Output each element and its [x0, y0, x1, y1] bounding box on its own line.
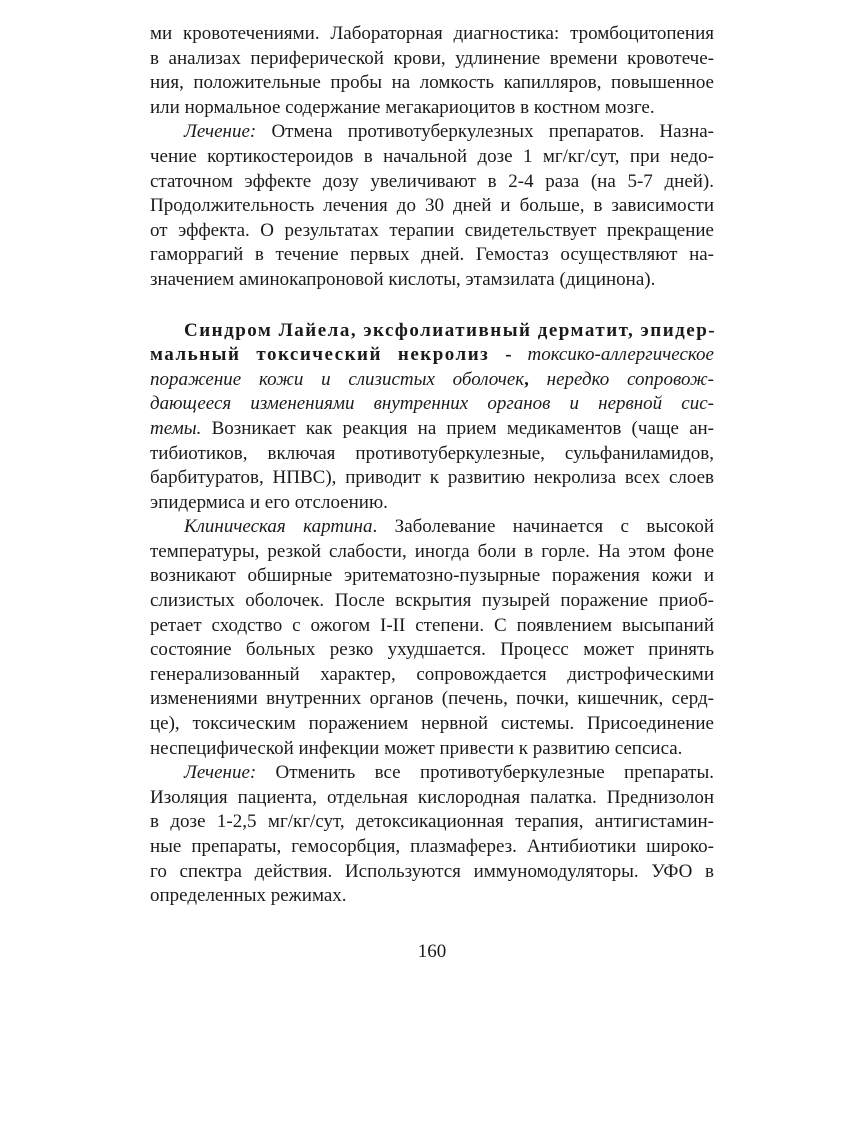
- text-line: определенных режимах.: [150, 885, 347, 907]
- text-line: ретает сходство с ожогом I-II степени. С появлением высыпаний: [150, 614, 714, 636]
- text-line: барбитуратов, НПВС), приводит к развитию некролиза всех слоев: [150, 467, 714, 489]
- text-line: значением аминокапроновой кислоты, этамзилата (дицинона).: [150, 268, 656, 290]
- text-line: эпидермиса и его отслоению.: [150, 491, 388, 513]
- definition-fragment: темы.: [150, 417, 202, 439]
- text-line: [150, 343, 714, 368]
- paragraph-clinical-picture: [150, 515, 714, 761]
- text-line: [150, 761, 714, 786]
- text-line: неспецифической инфекции может привести к развитию сепсиса.: [150, 737, 683, 759]
- treatment-label: Лечение:: [184, 121, 257, 143]
- page-number: 160: [417, 941, 447, 962]
- text-line: температуры, резкой слабости, иногда боли в горле. На этом фоне: [150, 540, 714, 562]
- definition-fragment: поражение кожи и слизистых оболочек: [150, 368, 525, 390]
- text-line: Продолжительность лечения до 30 дней и больше, в зависимости: [150, 195, 714, 217]
- definition-fragment: нередко сопровож-: [528, 368, 714, 390]
- text-line: чение кортикостероидов в начальной дозе 1 мг/кг/сут, при недо-: [150, 145, 714, 167]
- text-line: це), токсическим поражением нервной системы. Присоединение: [150, 713, 714, 735]
- text-line: гаморрагий в течение первых дней. Гемостаз осуществляют на-: [150, 244, 714, 266]
- paragraph-treatment-2: [150, 761, 714, 909]
- section-gap: [150, 293, 714, 319]
- text-line: ми кровотечениями. Лабораторная диагностика: тромбоцитопения: [150, 23, 714, 44]
- text-fragment: Возникает как реакция на прием медикаментов (чаще ан-: [201, 417, 714, 439]
- text-fragment: ,: [524, 368, 529, 390]
- text-line: слизистых оболочек. После вскрытия пузырей поражение приоб-: [150, 590, 714, 612]
- text-line: статочном эффекте дозу увеличивают в 2-4 раза (на 5-7 дней).: [150, 170, 714, 192]
- paragraph-treatment-1: [150, 120, 714, 292]
- text-line: ния, положительные пробы на ломкость капилляров, повышенное: [150, 72, 714, 94]
- text-fragment: Отмена противотуберкулезных препаратов. Назна-: [256, 121, 714, 143]
- text-line: [150, 515, 714, 540]
- paragraph-lab-diagnostics: [150, 22, 714, 120]
- text-line: или нормальное содержание мегакариоцитов в костном мозге.: [150, 96, 655, 118]
- text-line: от эффекта. О результатах терапии свидетельствует прекращение: [150, 219, 714, 241]
- section-lyell-syndrome: [150, 319, 717, 516]
- text-line: изменениями внутренних органов (печень, почки, кишечник, серд-: [150, 688, 714, 710]
- definition-fragment: токсико-аллергическое: [513, 344, 714, 366]
- page-body: [150, 22, 717, 909]
- text-fragment: Отменить все противотуберкулезные препараты.: [256, 762, 714, 784]
- text-line: [150, 417, 714, 442]
- text-fragment: . Заболевание начинается с высокой: [372, 516, 714, 538]
- clinical-picture-label: Клиническая картина: [184, 516, 373, 538]
- text-line: Изоляция пациента, отдельная кислородная палатка. Преднизолон: [150, 786, 714, 808]
- text-line: состояние больных резко ухудшается. Процесс может принять: [150, 639, 714, 661]
- text-line: [150, 120, 714, 145]
- text-line: генерализованный характер, сопровождается дистрофическими: [150, 663, 714, 685]
- text-line: [150, 368, 714, 393]
- section-heading: Синдром Лайела, эксфолиативный дерматит, эпидер-: [184, 319, 717, 341]
- section-heading-cont: мальный токсический некролиз -: [150, 344, 514, 366]
- text-line: го спектра действия. Используются иммуномодуляторы. УФО в: [150, 860, 714, 882]
- text-line: в дозе 1-2,5 мг/кг/сут, детоксикационная терапия, антигистамин-: [150, 811, 714, 833]
- definition-line: дающееся изменениями внутренних органов и нервной сис-: [150, 393, 714, 415]
- text-line: ные препараты, гемосорбция, плазмаферез. Антибиотики широко-: [150, 836, 714, 857]
- text-line: в анализах периферической крови, удлинение времени кровотече-: [150, 47, 714, 69]
- text-line: тибиотиков, включая противотуберкулезные, сульфаниламидов,: [150, 442, 714, 464]
- treatment-label: Лечение:: [184, 762, 257, 784]
- text-line: возникают обширные эритематозно-пузырные поражения кожи и: [150, 565, 714, 587]
